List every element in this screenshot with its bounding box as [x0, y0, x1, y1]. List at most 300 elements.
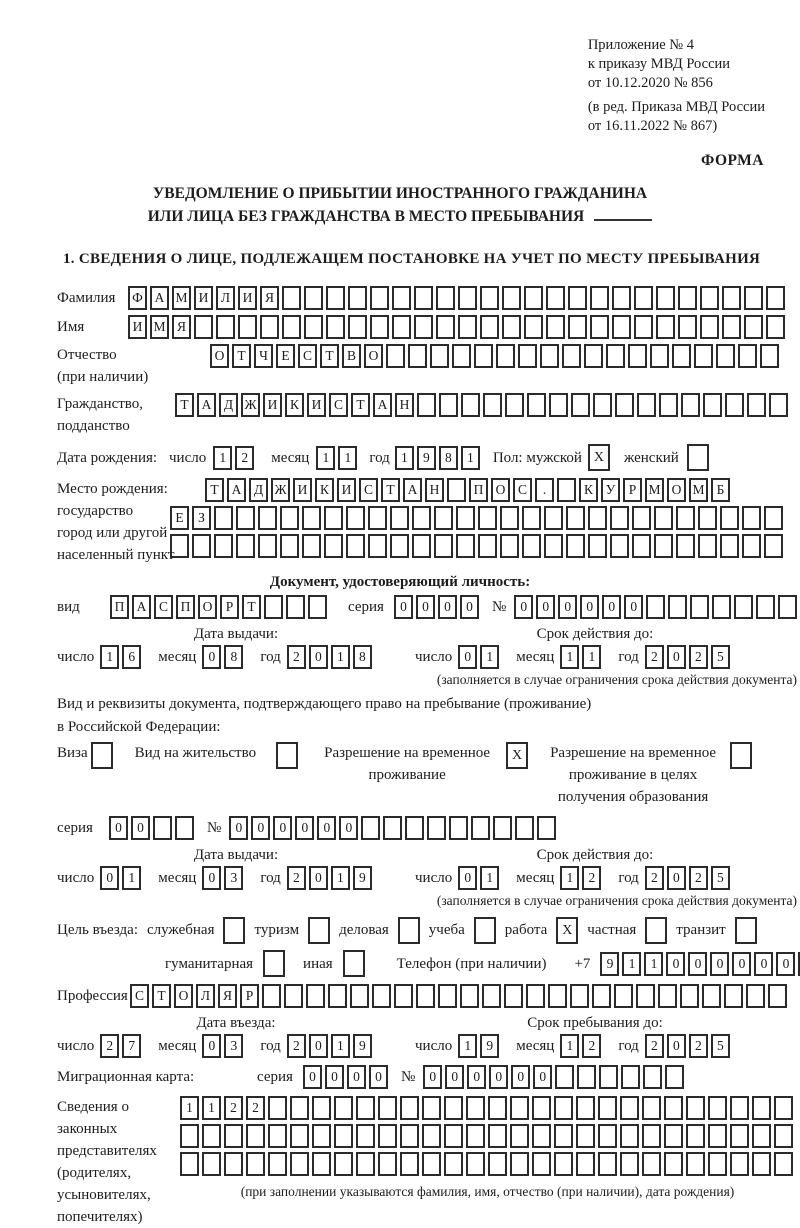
char-cell[interactable]	[515, 816, 534, 840]
char-cell[interactable]	[681, 393, 700, 417]
char-cell[interactable]: И	[263, 393, 282, 417]
char-cell[interactable]	[724, 984, 743, 1008]
char-cell[interactable]	[532, 1152, 551, 1176]
char-cell[interactable]	[510, 1152, 529, 1176]
char-cell[interactable]	[722, 286, 741, 310]
char-cell[interactable]	[286, 595, 305, 619]
char-cell[interactable]: 0	[602, 595, 621, 619]
char-cell[interactable]	[664, 1124, 683, 1148]
char-cell[interactable]	[744, 286, 763, 310]
char-cell[interactable]	[444, 1152, 463, 1176]
char-cell[interactable]: 1	[582, 645, 601, 669]
char-cell[interactable]	[312, 1124, 331, 1148]
char-cell[interactable]: 0	[423, 1065, 442, 1089]
char-cell[interactable]	[642, 1096, 661, 1120]
char-cell[interactable]	[524, 315, 543, 339]
stay-day-cells[interactable]	[458, 1034, 502, 1058]
char-cell[interactable]	[518, 344, 537, 368]
char-cell[interactable]: 1	[100, 645, 119, 669]
char-cell[interactable]	[764, 506, 783, 530]
char-cell[interactable]: С	[359, 478, 378, 502]
char-cell[interactable]	[170, 534, 189, 558]
char-cell[interactable]: 0	[369, 1065, 388, 1089]
issue-day-cells[interactable]	[100, 645, 144, 669]
char-cell[interactable]: 1	[480, 866, 499, 890]
char-cell[interactable]	[612, 286, 631, 310]
char-cell[interactable]	[634, 286, 653, 310]
char-cell[interactable]	[532, 1124, 551, 1148]
char-cell[interactable]	[546, 286, 565, 310]
birth-day-cells[interactable]	[213, 446, 257, 470]
char-cell[interactable]: .	[535, 478, 554, 502]
char-cell[interactable]	[766, 286, 785, 310]
char-cell[interactable]: Д	[249, 478, 268, 502]
char-cell[interactable]	[722, 315, 741, 339]
char-cell[interactable]: 1	[458, 1034, 477, 1058]
char-cell[interactable]: 0	[732, 952, 751, 976]
char-cell[interactable]	[678, 315, 697, 339]
char-cell[interactable]: 1	[622, 952, 641, 976]
char-cell[interactable]	[532, 1096, 551, 1120]
char-cell[interactable]	[216, 315, 235, 339]
char-cell[interactable]: 2	[645, 866, 664, 890]
char-cell[interactable]	[306, 984, 325, 1008]
char-cell[interactable]	[768, 984, 787, 1008]
char-cell[interactable]	[598, 1152, 617, 1176]
char-cell[interactable]: 2	[582, 1034, 601, 1058]
char-cell[interactable]: И	[293, 478, 312, 502]
char-cell[interactable]	[434, 506, 453, 530]
expiry-year-cells[interactable]	[645, 645, 733, 669]
char-cell[interactable]	[610, 534, 629, 558]
char-cell[interactable]	[636, 984, 655, 1008]
char-cell[interactable]	[676, 534, 695, 558]
char-cell[interactable]	[700, 315, 719, 339]
char-cell[interactable]	[264, 595, 283, 619]
temp-residence-edu-checkbox[interactable]	[730, 742, 752, 769]
char-cell[interactable]: Я	[260, 286, 279, 310]
name-cells[interactable]	[128, 315, 788, 339]
char-cell[interactable]	[738, 344, 757, 368]
char-cell[interactable]: 0	[100, 866, 119, 890]
char-cell[interactable]	[568, 315, 587, 339]
birth-month-cells[interactable]	[316, 446, 360, 470]
char-cell[interactable]	[224, 1124, 243, 1148]
char-cell[interactable]	[504, 984, 523, 1008]
char-cell[interactable]	[192, 534, 211, 558]
char-cell[interactable]	[502, 315, 521, 339]
char-cell[interactable]: 2	[287, 645, 306, 669]
char-cell[interactable]: М	[150, 315, 169, 339]
visa-checkbox[interactable]	[91, 742, 113, 769]
char-cell[interactable]: Ч	[254, 344, 273, 368]
issue-month-cells[interactable]	[202, 645, 246, 669]
char-cell[interactable]: 0	[580, 595, 599, 619]
char-cell[interactable]	[562, 344, 581, 368]
char-cell[interactable]: 0	[754, 952, 773, 976]
char-cell[interactable]	[430, 344, 449, 368]
birth-place-cells-row2[interactable]	[170, 506, 786, 530]
char-cell[interactable]: 2	[689, 645, 708, 669]
char-cell[interactable]	[180, 1152, 199, 1176]
doc-series-cells[interactable]	[394, 595, 482, 619]
char-cell[interactable]	[764, 534, 783, 558]
char-cell[interactable]	[356, 1096, 375, 1120]
char-cell[interactable]: О	[198, 595, 217, 619]
char-cell[interactable]	[774, 1152, 793, 1176]
char-cell[interactable]: 2	[246, 1096, 265, 1120]
char-cell[interactable]: 1	[331, 645, 350, 669]
char-cell[interactable]	[312, 1096, 331, 1120]
char-cell[interactable]	[458, 286, 477, 310]
char-cell[interactable]	[665, 1065, 684, 1089]
char-cell[interactable]: 0	[667, 645, 686, 669]
char-cell[interactable]: 1	[338, 446, 357, 470]
char-cell[interactable]: А	[403, 478, 422, 502]
entry-day-cells[interactable]	[100, 1034, 144, 1058]
char-cell[interactable]	[642, 1152, 661, 1176]
char-cell[interactable]	[716, 344, 735, 368]
char-cell[interactable]	[262, 984, 281, 1008]
char-cell[interactable]	[400, 1096, 419, 1120]
char-cell[interactable]	[650, 344, 669, 368]
char-cell[interactable]: 0	[317, 816, 336, 840]
char-cell[interactable]	[598, 1124, 617, 1148]
char-cell[interactable]: 0	[251, 816, 270, 840]
char-cell[interactable]: 0	[339, 816, 358, 840]
char-cell[interactable]	[668, 595, 687, 619]
char-cell[interactable]: 0	[460, 595, 479, 619]
char-cell[interactable]: Т	[232, 344, 251, 368]
entry-year-cells[interactable]	[287, 1034, 375, 1058]
char-cell[interactable]	[676, 506, 695, 530]
char-cell[interactable]	[544, 506, 563, 530]
char-cell[interactable]	[334, 1124, 353, 1148]
char-cell[interactable]	[434, 534, 453, 558]
char-cell[interactable]: З	[192, 506, 211, 530]
char-cell[interactable]	[214, 506, 233, 530]
char-cell[interactable]	[659, 393, 678, 417]
char-cell[interactable]: 0	[458, 866, 477, 890]
char-cell[interactable]	[686, 1124, 705, 1148]
char-cell[interactable]: К	[579, 478, 598, 502]
char-cell[interactable]: 1	[560, 1034, 579, 1058]
char-cell[interactable]: 0	[131, 816, 150, 840]
char-cell[interactable]: К	[315, 478, 334, 502]
char-cell[interactable]	[620, 1152, 639, 1176]
char-cell[interactable]	[326, 315, 345, 339]
char-cell[interactable]	[290, 1124, 309, 1148]
char-cell[interactable]	[702, 984, 721, 1008]
char-cell[interactable]: И	[194, 286, 213, 310]
char-cell[interactable]: 1	[122, 866, 141, 890]
char-cell[interactable]	[356, 1152, 375, 1176]
char-cell[interactable]: 1	[316, 446, 335, 470]
char-cell[interactable]	[576, 1096, 595, 1120]
char-cell[interactable]: 0	[688, 952, 707, 976]
char-cell[interactable]: 0	[109, 816, 128, 840]
char-cell[interactable]	[708, 1096, 727, 1120]
char-cell[interactable]: М	[689, 478, 708, 502]
char-cell[interactable]	[698, 506, 717, 530]
char-cell[interactable]	[202, 1152, 221, 1176]
char-cell[interactable]	[378, 1152, 397, 1176]
char-cell[interactable]: В	[342, 344, 361, 368]
expiry-month-cells[interactable]	[560, 645, 604, 669]
char-cell[interactable]	[427, 816, 446, 840]
char-cell[interactable]: 1	[461, 446, 480, 470]
char-cell[interactable]: 5	[711, 645, 730, 669]
char-cell[interactable]	[372, 984, 391, 1008]
char-cell[interactable]	[324, 506, 343, 530]
char-cell[interactable]	[422, 1152, 441, 1176]
char-cell[interactable]: 0	[202, 645, 221, 669]
char-cell[interactable]: 2	[100, 1034, 119, 1058]
representatives-cells-row3[interactable]	[180, 1152, 796, 1176]
char-cell[interactable]	[390, 506, 409, 530]
char-cell[interactable]	[742, 506, 761, 530]
char-cell[interactable]	[654, 506, 673, 530]
char-cell[interactable]	[308, 595, 327, 619]
char-cell[interactable]: 0	[489, 1065, 508, 1089]
char-cell[interactable]: А	[150, 286, 169, 310]
char-cell[interactable]	[438, 984, 457, 1008]
char-cell[interactable]	[664, 1096, 683, 1120]
char-cell[interactable]: 0	[445, 1065, 464, 1089]
char-cell[interactable]	[466, 1152, 485, 1176]
char-cell[interactable]	[524, 286, 543, 310]
patronymic-cells[interactable]	[210, 344, 782, 368]
char-cell[interactable]	[458, 315, 477, 339]
char-cell[interactable]: 9	[600, 952, 619, 976]
char-cell[interactable]	[444, 1096, 463, 1120]
birth-year-cells[interactable]	[395, 446, 483, 470]
char-cell[interactable]	[708, 1152, 727, 1176]
char-cell[interactable]	[730, 1152, 749, 1176]
char-cell[interactable]: Т	[320, 344, 339, 368]
char-cell[interactable]	[258, 534, 277, 558]
issue-day-cells[interactable]	[100, 866, 144, 890]
char-cell[interactable]	[546, 315, 565, 339]
representatives-cells-row1[interactable]	[180, 1096, 796, 1120]
char-cell[interactable]: С	[513, 478, 532, 502]
char-cell[interactable]: Н	[395, 393, 414, 417]
char-cell[interactable]: 0	[624, 595, 643, 619]
issue-year-cells[interactable]	[287, 866, 375, 890]
sex-female-checkbox[interactable]	[687, 444, 709, 471]
char-cell[interactable]	[566, 506, 585, 530]
entry-month-cells[interactable]	[202, 1034, 246, 1058]
char-cell[interactable]	[646, 595, 665, 619]
char-cell[interactable]	[698, 534, 717, 558]
char-cell[interactable]	[412, 534, 431, 558]
char-cell[interactable]	[544, 534, 563, 558]
char-cell[interactable]	[405, 816, 424, 840]
char-cell[interactable]: 1	[560, 645, 579, 669]
char-cell[interactable]	[686, 1096, 705, 1120]
char-cell[interactable]: К	[285, 393, 304, 417]
char-cell[interactable]	[346, 506, 365, 530]
char-cell[interactable]	[680, 984, 699, 1008]
char-cell[interactable]: Л	[196, 984, 215, 1008]
char-cell[interactable]	[447, 478, 466, 502]
char-cell[interactable]	[620, 1096, 639, 1120]
char-cell[interactable]: 9	[353, 866, 372, 890]
char-cell[interactable]: 0	[273, 816, 292, 840]
char-cell[interactable]: 1	[560, 866, 579, 890]
char-cell[interactable]	[588, 534, 607, 558]
char-cell[interactable]	[422, 1124, 441, 1148]
char-cell[interactable]	[214, 534, 233, 558]
char-cell[interactable]	[408, 344, 427, 368]
char-cell[interactable]	[488, 1096, 507, 1120]
purpose-work-checkbox[interactable]: X	[556, 917, 578, 944]
char-cell[interactable]: 0	[514, 595, 533, 619]
char-cell[interactable]: А	[227, 478, 246, 502]
char-cell[interactable]	[383, 816, 402, 840]
char-cell[interactable]	[258, 506, 277, 530]
char-cell[interactable]	[284, 984, 303, 1008]
char-cell[interactable]: Е	[276, 344, 295, 368]
char-cell[interactable]	[522, 506, 541, 530]
char-cell[interactable]: 3	[224, 1034, 243, 1058]
sex-male-checkbox[interactable]: X	[588, 444, 610, 471]
char-cell[interactable]: 0	[347, 1065, 366, 1089]
char-cell[interactable]	[280, 506, 299, 530]
expiry-day-cells[interactable]	[458, 645, 502, 669]
char-cell[interactable]	[760, 344, 779, 368]
char-cell[interactable]	[483, 393, 502, 417]
char-cell[interactable]: 0	[667, 866, 686, 890]
char-cell[interactable]: 0	[202, 866, 221, 890]
char-cell[interactable]	[390, 534, 409, 558]
char-cell[interactable]	[584, 344, 603, 368]
char-cell[interactable]: 1	[644, 952, 663, 976]
char-cell[interactable]	[180, 1124, 199, 1148]
char-cell[interactable]	[400, 1152, 419, 1176]
char-cell[interactable]: А	[197, 393, 216, 417]
char-cell[interactable]: Б	[711, 478, 730, 502]
birth-place-cells-row1[interactable]	[205, 478, 786, 502]
char-cell[interactable]	[510, 1124, 529, 1148]
char-cell[interactable]: Т	[242, 595, 261, 619]
char-cell[interactable]: 0	[667, 1034, 686, 1058]
char-cell[interactable]: 2	[235, 446, 254, 470]
char-cell[interactable]: 9	[353, 1034, 372, 1058]
char-cell[interactable]	[456, 506, 475, 530]
char-cell[interactable]: 8	[353, 645, 372, 669]
char-cell[interactable]: 7	[122, 1034, 141, 1058]
expiry-day-cells[interactable]	[458, 866, 502, 890]
char-cell[interactable]	[537, 816, 556, 840]
char-cell[interactable]	[548, 984, 567, 1008]
char-cell[interactable]	[632, 534, 651, 558]
char-cell[interactable]	[348, 286, 367, 310]
char-cell[interactable]: 0	[776, 952, 795, 976]
char-cell[interactable]	[615, 393, 634, 417]
char-cell[interactable]	[439, 393, 458, 417]
char-cell[interactable]: Р	[240, 984, 259, 1008]
char-cell[interactable]	[656, 315, 675, 339]
char-cell[interactable]	[414, 315, 433, 339]
char-cell[interactable]	[493, 816, 512, 840]
char-cell[interactable]	[392, 315, 411, 339]
char-cell[interactable]	[456, 534, 475, 558]
char-cell[interactable]	[153, 816, 172, 840]
char-cell[interactable]: О	[174, 984, 193, 1008]
char-cell[interactable]: Т	[152, 984, 171, 1008]
char-cell[interactable]	[436, 315, 455, 339]
char-cell[interactable]: 2	[689, 866, 708, 890]
char-cell[interactable]	[461, 393, 480, 417]
representatives-cells-row2[interactable]	[180, 1124, 796, 1148]
char-cell[interactable]	[598, 1096, 617, 1120]
char-cell[interactable]	[224, 1152, 243, 1176]
char-cell[interactable]	[282, 286, 301, 310]
char-cell[interactable]	[480, 286, 499, 310]
char-cell[interactable]	[236, 534, 255, 558]
char-cell[interactable]	[730, 1124, 749, 1148]
char-cell[interactable]	[637, 393, 656, 417]
char-cell[interactable]	[522, 534, 541, 558]
char-cell[interactable]	[370, 286, 389, 310]
char-cell[interactable]: И	[307, 393, 326, 417]
char-cell[interactable]: 0	[438, 595, 457, 619]
char-cell[interactable]	[632, 506, 651, 530]
char-cell[interactable]	[268, 1152, 287, 1176]
char-cell[interactable]: Е	[170, 506, 189, 530]
char-cell[interactable]: 5	[711, 866, 730, 890]
purpose-tourism-checkbox[interactable]	[308, 917, 330, 944]
char-cell[interactable]: 2	[645, 645, 664, 669]
char-cell[interactable]	[268, 1096, 287, 1120]
char-cell[interactable]	[482, 984, 501, 1008]
char-cell[interactable]: 2	[645, 1034, 664, 1058]
char-cell[interactable]	[664, 1152, 683, 1176]
char-cell[interactable]: И	[128, 315, 147, 339]
char-cell[interactable]	[774, 1096, 793, 1120]
char-cell[interactable]: 0	[325, 1065, 344, 1089]
char-cell[interactable]: Я	[172, 315, 191, 339]
char-cell[interactable]	[634, 315, 653, 339]
char-cell[interactable]: 2	[287, 866, 306, 890]
char-cell[interactable]	[378, 1096, 397, 1120]
char-cell[interactable]	[577, 1065, 596, 1089]
char-cell[interactable]	[175, 816, 194, 840]
char-cell[interactable]: 1	[213, 446, 232, 470]
char-cell[interactable]	[510, 1096, 529, 1120]
char-cell[interactable]	[361, 816, 380, 840]
char-cell[interactable]	[194, 315, 213, 339]
char-cell[interactable]	[417, 393, 436, 417]
char-cell[interactable]	[720, 506, 739, 530]
char-cell[interactable]	[368, 534, 387, 558]
char-cell[interactable]	[386, 344, 405, 368]
char-cell[interactable]: О	[667, 478, 686, 502]
char-cell[interactable]: 0	[295, 816, 314, 840]
char-cell[interactable]: 1	[180, 1096, 199, 1120]
char-cell[interactable]	[502, 286, 521, 310]
citizenship-cells[interactable]	[175, 393, 791, 417]
char-cell[interactable]: 8	[224, 645, 243, 669]
char-cell[interactable]: П	[176, 595, 195, 619]
char-cell[interactable]	[690, 595, 709, 619]
char-cell[interactable]	[576, 1124, 595, 1148]
char-cell[interactable]: 1	[331, 1034, 350, 1058]
char-cell[interactable]	[590, 286, 609, 310]
char-cell[interactable]	[656, 286, 675, 310]
char-cell[interactable]	[334, 1096, 353, 1120]
